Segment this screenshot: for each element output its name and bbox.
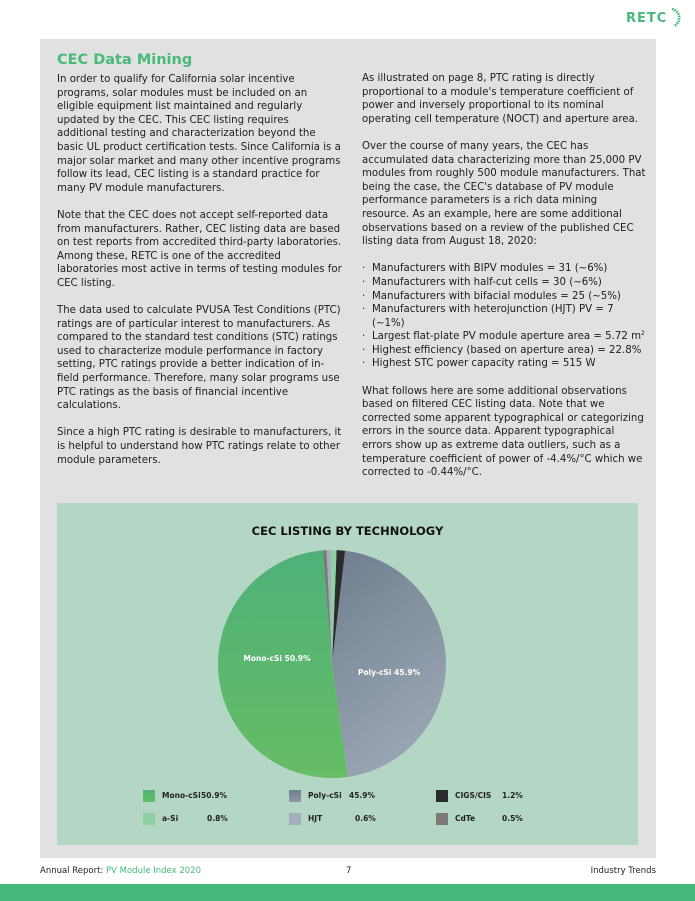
technology-pie-chart: CEC LISTING BY TECHNOLOGY Mono-cSi 50.9% Poly-cSi 45.9% Mono-cSi 50.9% Poly-cSi 45.9% CIGS/CIS 1.2% a-Si 0.8% HJT 0.6% CdTe 0.5% xyxy=(57,503,638,845)
footer-report-title: Annual Report: PV Module Index 2020 xyxy=(40,866,201,876)
left-column xyxy=(57,73,342,481)
footer-report-name: PV Module Index 2020 xyxy=(106,866,201,876)
paragraph: In order to qualify for California solar incentive programs, solar modules must be included on an eligible equipment list maintained and regularly updated by the CEC. This CEC listing requires additional testing and characterization beyond the basic UL product certification tests. Since California is a major solar market and many other incentive programs follow its lead, CEC listing is a standard practice for many PV module manufacturers. xyxy=(57,74,341,194)
right-column xyxy=(362,72,647,493)
article-title: CEC Data Mining xyxy=(57,52,193,68)
paragraph: What follows here are some additional observations based on filtered CEC listing data. Note that we corrected some apparent typographical or categorizing errors in the source data. Apparent typographical errors show up as extreme data outliers, such as a temperature coefficient of power of -4.4%/°C which we corrected to -0.44%/°C. xyxy=(362,385,644,479)
footer-bar xyxy=(0,884,695,901)
paragraph: Note that the CEC does not accept self-reported data from manufacturers. Rather, CEC listing data are based on test reports from accredited third-party laboratories. Among these, RETC is one of the accredited laboratories most active in terms of testing modules for CEC listing. xyxy=(57,209,342,289)
legend-swatch xyxy=(289,813,301,825)
list-item: · Highest efficiency (based on aperture area) = 22.8% xyxy=(362,344,647,358)
legend-swatch xyxy=(436,813,448,825)
pie-graphic xyxy=(217,549,447,779)
paragraph: Since a high PTC rating is desirable to manufacturers, it is helpful to understand how PTC ratings relate to other module parameters. xyxy=(57,427,342,466)
list-item: · Manufacturers with heterojunction (HJT) PV = 7 (~1%) xyxy=(362,303,647,330)
pie-slice-poly-csi xyxy=(332,551,446,777)
footer-section: Industry Trends xyxy=(590,866,656,876)
legend-swatch xyxy=(289,790,301,802)
list-item: · Highest STC power capacity rating = 515 W xyxy=(362,357,647,371)
retc-logo xyxy=(626,7,686,29)
logo-text: RETC xyxy=(626,11,668,26)
legend-swatch xyxy=(143,790,155,802)
paragraph: As illustrated on page 8, PTC rating is directly proportional to a module's temperature coefficient of power and inversely proportional to its nominal operating cell temperature (NOCT) and aperture area. xyxy=(362,73,639,125)
legend-swatch xyxy=(436,790,448,802)
poly-slice-label: Poly-cSi 45.9% xyxy=(357,668,421,677)
list-item: · Manufacturers with BIPV modules = 31 (~6%) xyxy=(362,262,647,276)
observations-list xyxy=(362,262,647,371)
list-item: · Largest flat-plate PV module aperture area = 5.72 $m^2$ xyxy=(362,330,647,344)
page-number: 7 xyxy=(346,866,352,876)
chart-title: CEC LISTING BY TECHNOLOGY xyxy=(251,524,444,538)
paragraph: Over the course of many years, the CEC has accumulated data characterizing more than 25,000 PV modules from roughly 500 module manufacturers. That being the case, the CEC's database of PV module performance parameters is a rich data mining resource. As an example, here are some additional observations based on a review of the published CEC listing data from August 18, 2020: xyxy=(362,140,646,248)
list-item: · Manufacturers with half-cut cells = 30 (~6%) xyxy=(362,276,647,290)
list-item: · Manufacturers with bifacial modules = 25 (~5%) xyxy=(362,290,647,304)
gear-arc-icon xyxy=(670,7,684,27)
mono-slice-label: Mono-cSi 50.9% xyxy=(243,654,311,663)
legend-swatch xyxy=(143,813,155,825)
article-panel xyxy=(40,39,656,858)
paragraph: The data used to calculate PVUSA Test Conditions (PTC) ratings are of particular interest to manufacturers. As compared to the standard test conditions (STC) ratings used to characterize module performance in factory setting, PTC ratings provide a better indication of in-field performance. Therefore, many solar programs use PTC ratings as the basis of financial incentive calculations. xyxy=(57,305,341,412)
